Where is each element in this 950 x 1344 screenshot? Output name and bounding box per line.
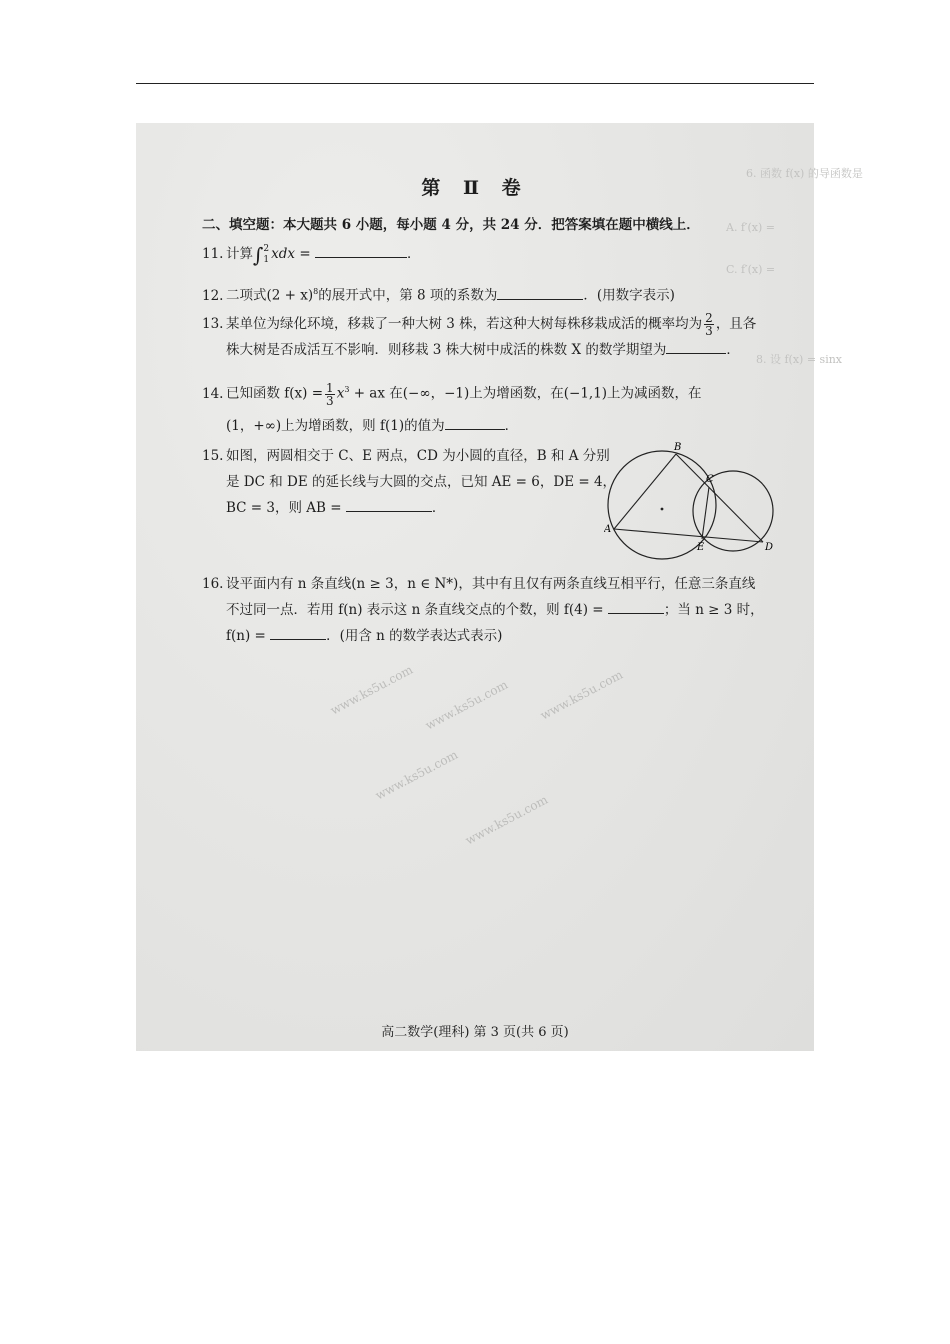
- question-text: 如图，两圆相交于 C、E 两点，CD 为小圆的直径，B 和 A 分别: [226, 448, 610, 464]
- question-text: 计算: [226, 246, 253, 262]
- question-text: 二项式(2 + x): [226, 287, 314, 304]
- watermark: www.ks5u.com: [328, 662, 416, 718]
- question-12: [202, 279, 675, 309]
- question-text: ．(用含 n 的数学表达式表示): [326, 628, 503, 644]
- center-dot: [661, 508, 664, 511]
- fraction: [704, 312, 714, 337]
- answer-blank[interactable]: [445, 415, 505, 430]
- exponent: 8: [313, 287, 319, 296]
- bleed-through-text: 8. 设 f(x) = sinx: [756, 353, 843, 366]
- two-circles-figure: [604, 441, 784, 561]
- question-13: 13. 某单位为绿化环境，移栽了一种大树 3 株，若这种大树每株移栽成活的概率均为 $\frac{2}{3}$ ，且各 株大树是否成活互不影响．则移栽 3 株大树中成活的株数 X 的数学期望为 ．: [202, 311, 757, 358]
- question-text: 的展开式中，第 8 项的系数为: [318, 287, 498, 304]
- bleed-through-text: 6. 函数 f(x) 的导函数是: [746, 167, 863, 180]
- question-number: 13.: [202, 316, 224, 332]
- bleed-through-text: C. f′(x) =: [726, 263, 776, 276]
- answer-blank[interactable]: [497, 285, 583, 300]
- integral-limits: [263, 244, 269, 266]
- question-text: 设平面内有 n 条直线(n ≥ 3，n ∈ N*)，其中有且仅有两条直线互相平行，任意三条直线: [226, 576, 756, 592]
- question-16: [202, 571, 764, 649]
- paper-title: 第 Ⅱ 卷: [421, 177, 529, 199]
- lower-limit: 1: [263, 254, 270, 265]
- question-number: 15.: [202, 448, 224, 464]
- answer-blank[interactable]: [315, 243, 407, 258]
- question-15: 15. 如图，两圆相交于 C、E 两点，CD 为小圆的直径，B 和 A 分别 是 DC 和 DE 的延长线与大圆的交点，已知 AE = 6，DE = 4， BC = 3，则 AB = ．: [202, 443, 616, 521]
- answer-blank[interactable]: [666, 339, 726, 354]
- answer-blank[interactable]: [346, 497, 432, 512]
- question-number: 11.: [202, 246, 224, 262]
- question-text: ；当 n ≥ 3 时，: [663, 602, 764, 618]
- question-expression: xdx =: [271, 246, 311, 262]
- denominator: 3: [705, 324, 713, 338]
- page-footer: 高二数学(理科) 第 3 页(共 6 页): [381, 1025, 569, 1040]
- question-text: BC = 3，则 AB =: [226, 500, 342, 516]
- variable: x: [336, 385, 345, 402]
- top-rule: [136, 83, 814, 84]
- bleed-through-text: A. f′(x) =: [726, 221, 776, 234]
- section-heading: 二、填空题：本大题共 6 小题，每小题 4 分，共 24 分．把答案填在题中横线上．: [202, 217, 700, 233]
- question-number: 14.: [202, 385, 224, 402]
- integral-sign: ∫: [253, 242, 264, 267]
- label-E: E: [697, 542, 705, 553]
- exponent: 3: [344, 385, 350, 394]
- watermark: www.ks5u.com: [423, 677, 511, 733]
- label-B: B: [674, 442, 682, 453]
- segment-AD: [614, 529, 763, 542]
- question-11: 11. 计算∫ 2 1 xdx = ．: [202, 242, 421, 267]
- question-text: (1，+∞)上为增函数，则 f(1)的值为: [226, 417, 445, 434]
- watermark: www.ks5u.com: [463, 792, 551, 848]
- question-text: 已知函数 f(x) =: [226, 385, 324, 402]
- question-14: 14. 已知函数 f(x) = $\frac{1}{3}$ $x^3$ + ax 在(−∞，−1)上为增函数，在(−1,1)上为减函数，在 (1，+∞)上为增函数，则 f(1)的值为 ．: [202, 380, 702, 434]
- answer-blank[interactable]: [608, 599, 664, 614]
- upper-limit: 2: [263, 243, 270, 254]
- segment-AB: [614, 454, 676, 529]
- question-text: + ax 在(−∞，−1)上为增函数，在(−1,1)上为减函数，在: [349, 385, 702, 402]
- question-text: ．(用数字表示): [583, 287, 675, 304]
- numerator: 1: [326, 380, 334, 395]
- question-text: 不过同一点．若用 f(n) 表示这 n 条直线交点的个数，则 f(4) =: [226, 602, 604, 618]
- numerator: 2: [705, 311, 713, 325]
- label-A: A: [604, 524, 612, 535]
- denominator: 3: [326, 393, 334, 408]
- scanned-page: [136, 123, 863, 1051]
- answer-blank[interactable]: [270, 625, 326, 640]
- question-number: 16.: [202, 576, 224, 592]
- question-number: 12.: [202, 287, 224, 304]
- question-text: ，且各: [715, 316, 757, 332]
- question-text: f(n) =: [226, 628, 266, 644]
- segment-CE: [702, 487, 709, 539]
- watermark: www.ks5u.com: [373, 747, 461, 803]
- question-text: 是 DC 和 DE 的延长线与大圆的交点，已知 AE = 6，DE = 4，: [226, 474, 617, 490]
- label-D: D: [765, 542, 774, 553]
- fraction: [325, 382, 335, 407]
- question-text: 株大树是否成活互不影响．则移栽 3 株大树中成活的株数 X 的数学期望为: [226, 342, 667, 358]
- label-C: C: [706, 474, 714, 485]
- question-text: 某单位为绿化环境，移栽了一种大树 3 株，若这种大树每株移栽成活的概率均为: [226, 316, 703, 332]
- watermark: www.ks5u.com: [538, 667, 626, 723]
- segment-BD: [676, 454, 763, 542]
